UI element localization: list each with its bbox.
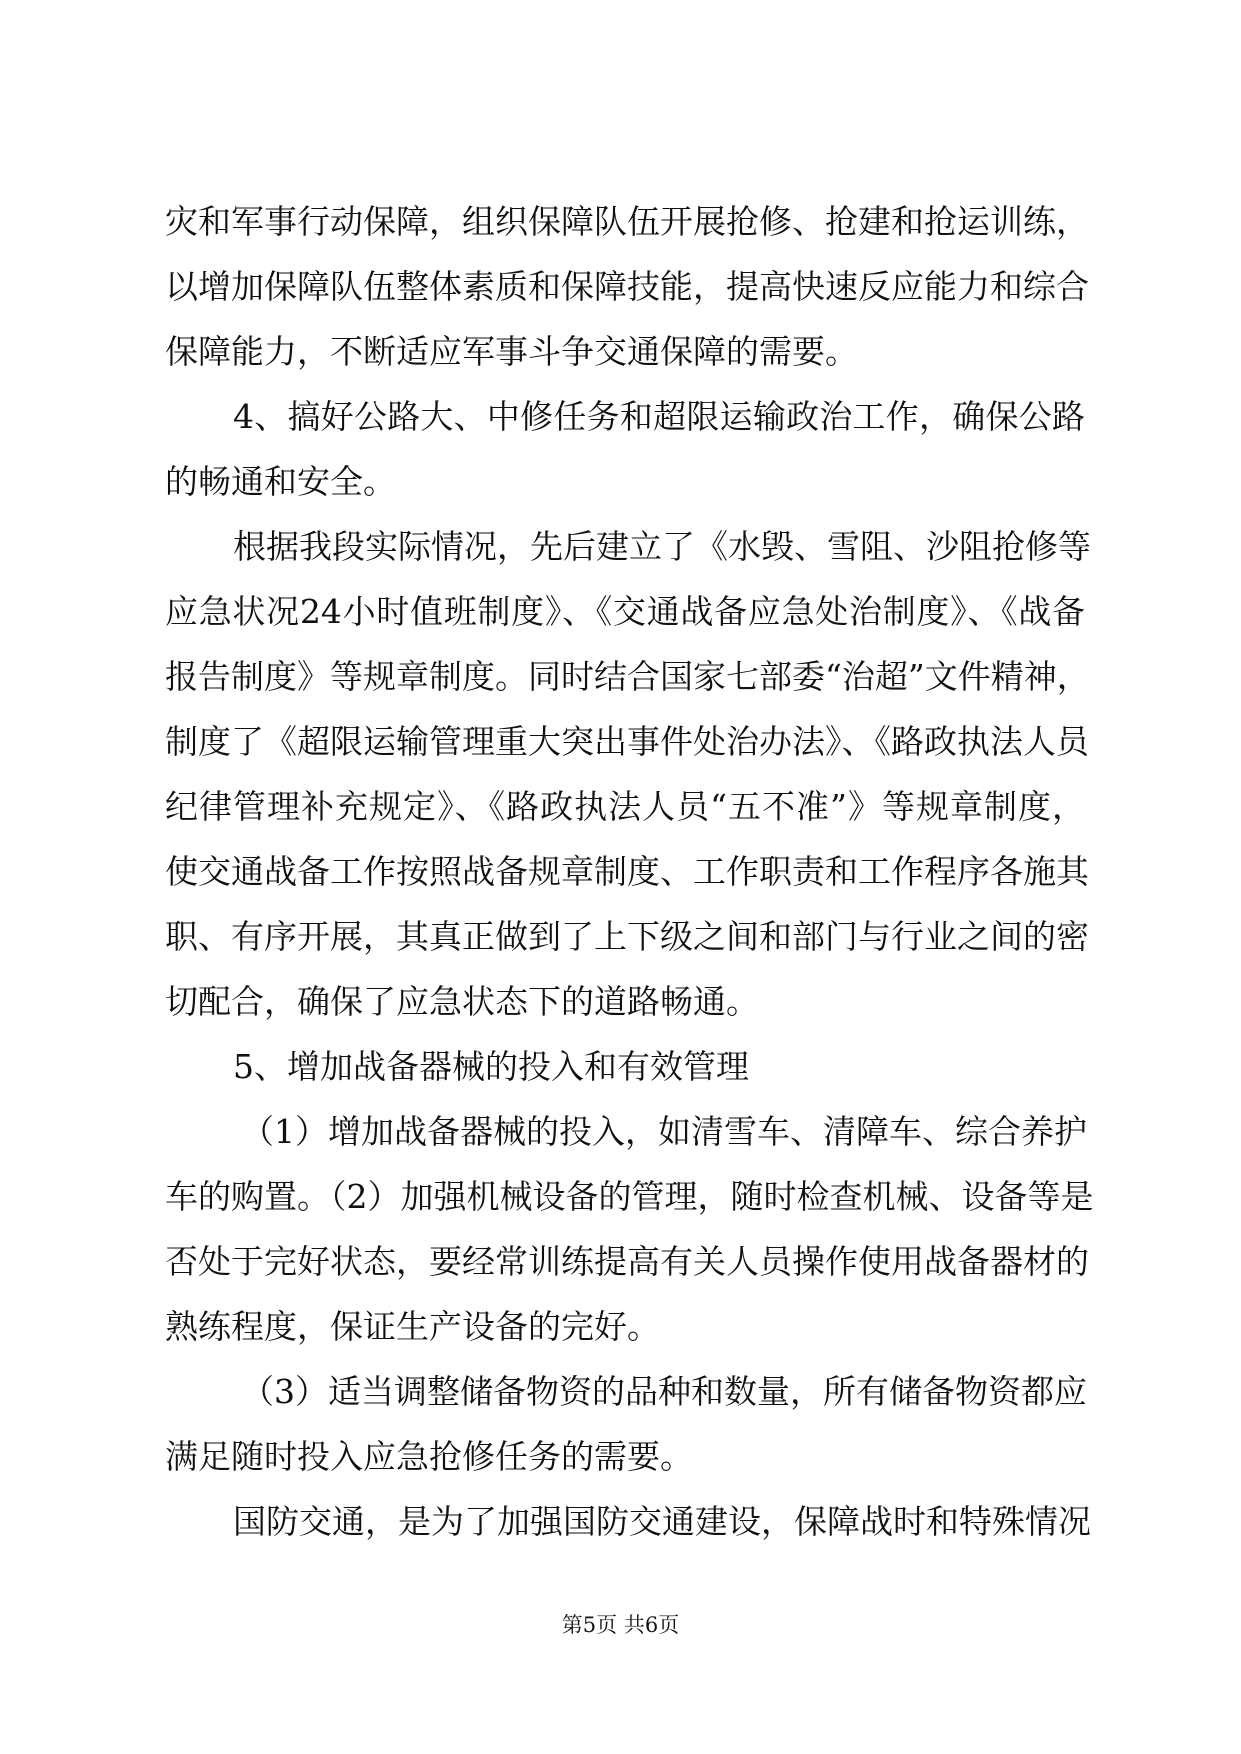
text-line: 切配合，确保了应急状态下的道路畅通。: [165, 982, 759, 1021]
text-line: 满足随时投入应急抢修任务的需要。: [165, 1437, 693, 1476]
text-line: 的畅通和安全。: [165, 462, 396, 501]
text-line: 报告制度》等规章制度。同时结合国家七部委“治超”文件精神，: [165, 657, 1090, 696]
text-line: 制度了《超限运输管理重大突出事件处治办法》、《路政执法人员: [165, 722, 1089, 761]
text-line: 根据我段实际情况，先后建立了《水毁、雪阻、沙阻抢修等: [233, 527, 1091, 566]
text-line: （1）增加战备器械的投入，如清雪车、清障车、综合养护: [241, 1112, 1087, 1151]
text-line: （3）适当调整储备物资的品种和数量，所有储备物资都应: [241, 1372, 1087, 1411]
text-line: 纪律管理补充规定》、《路政执法人员“五不准”》等规章制度，: [165, 787, 1085, 826]
text-line: 否处于完好状态，要经常训练提高有关人员操作使用战备器材的: [165, 1242, 1089, 1281]
text-line: 使交通战备工作按照战备规章制度、工作职责和工作程序各施其: [165, 852, 1089, 891]
text-line: 以增加保障队伍整体素质和保障技能，提高快速反应能力和综合: [165, 267, 1089, 306]
text-line: 职、有序开展，其真正做到了上下级之间和部门与行业之间的密: [165, 917, 1089, 956]
text-line: 4、搞好公路大、中修任务和超限运输政治工作，确保公路: [233, 397, 1085, 436]
text-line: 灾和军事行动保障，组织保障队伍开展抢修、抢建和抢运训练，: [165, 202, 1089, 241]
page-number-footer: 第5页 共6页: [561, 1613, 680, 1637]
text-line: 熟练程度，保证生产设备的完好。: [165, 1307, 660, 1346]
text-line: 保障能力，不断适应军事斗争交通保障的需要。: [165, 332, 858, 371]
text-line: 国防交通，是为了加强国防交通建设，保障战时和特殊情况: [233, 1502, 1091, 1541]
text-line: 车的购置。（2）加强机械设备的管理，随时检查机械、设备等是: [165, 1177, 1094, 1216]
text-line: 应急状况24小时值班制度》、《交通战备应急处治制度》、《战备: [165, 592, 1085, 631]
section-heading: 5、增加战备器械的投入和有效管理: [233, 1047, 749, 1086]
